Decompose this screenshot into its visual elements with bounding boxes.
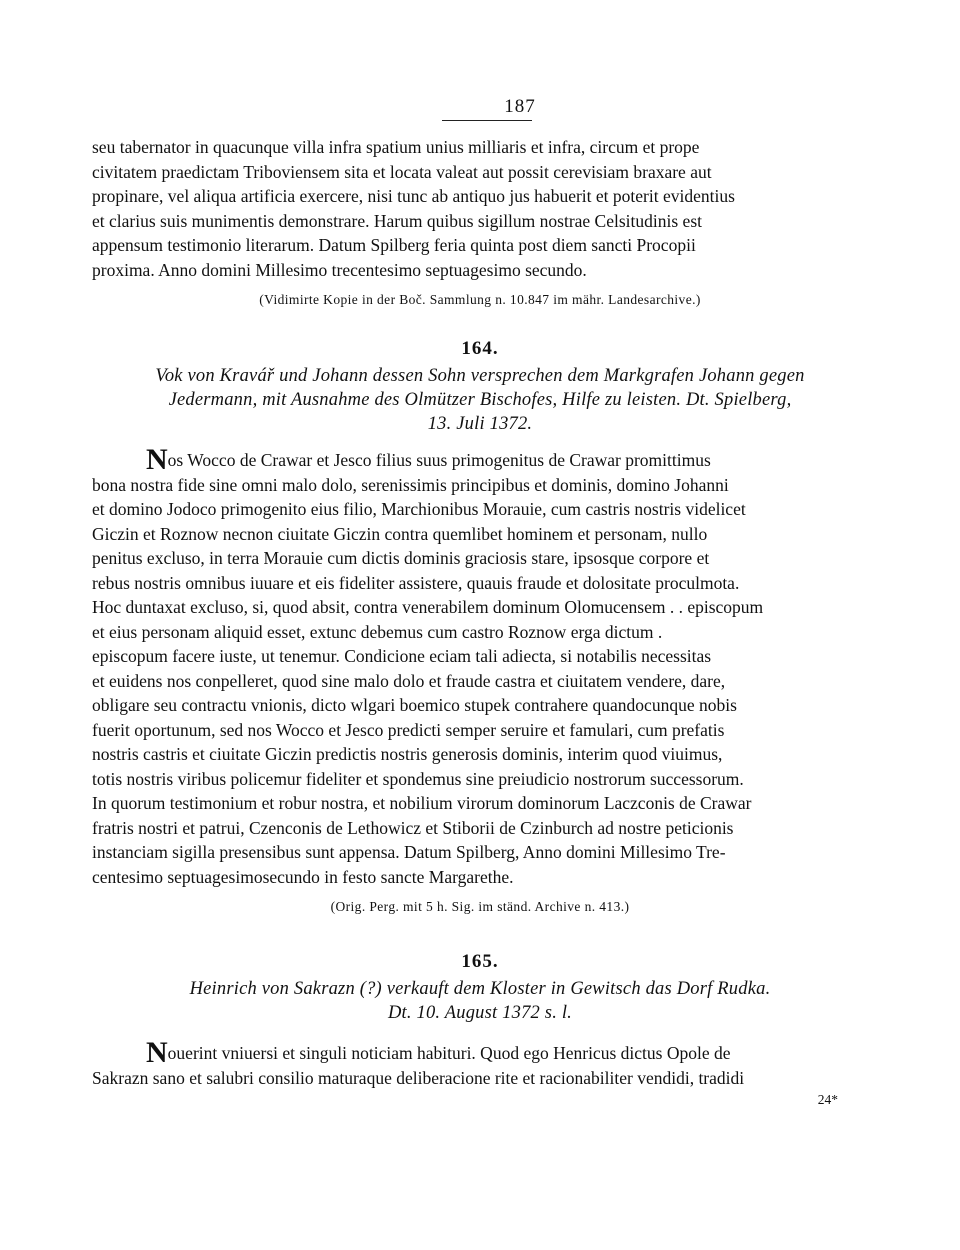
page-number: 187 — [504, 96, 536, 117]
text-line: nostris castris et ciuitate Giczin predictis nostris generosis dominis, interim quod viuimus, — [92, 744, 723, 764]
text-line: bona nostra fide sine omni malo dolo, serenissimis principibus et dominis, domino Johanni — [92, 474, 729, 495]
initial-letter: N — [146, 1036, 168, 1069]
text-line: Nos Wocco de Crawar et Jesco filius suus primogenitus de Crawar promittimus — [146, 443, 711, 476]
summary-line: Heinrich von Sakrazn (?) verkauft dem Kloster in Gewitsch das Dorf Rudka. — [189, 979, 771, 999]
text-line: appensum testimonio literarum. Datum Spilberg feria quinta post diem sancti Procopii — [92, 235, 696, 255]
text-line: totis nostris viribus policemur fideliter et spondemus sine preiudicio nostrorum successorum. — [92, 768, 744, 789]
signature-mark: 24* — [817, 1092, 838, 1107]
text-line: Giczin et Roznow necnon ciuitate Giczin contra quemlibet hominem et personam, nullo — [92, 523, 708, 544]
text-line: In quorum testimonium et robur nostra, et nobilium virorum dominorum Laczconis de Crawar — [92, 793, 752, 813]
document-body-164 — [92, 443, 868, 889]
text-line: Sakrazn sano et salubri consilio maturaque deliberacione rite et racionabiliter vendidi, tradidi — [92, 1067, 745, 1088]
text-line: rebus nostris omnibus iuuare et eis fideliter assistere, quauis fraude et dolositate proculmota. — [92, 572, 740, 593]
summary-line: 13. Juli 1372. — [427, 414, 533, 434]
text-line: Nouerint vniuersi et singuli noticiam habituri. Quod ego Henricus dictus Opole de — [146, 1036, 731, 1069]
document-number-164: 164. — [461, 338, 499, 359]
document-summary-165 — [92, 977, 868, 1025]
document-number-165: 165. — [461, 951, 499, 972]
text-line: civitatem praedictam Triboviensem sita et locata valeat aut possit cerevisiam braxare aut — [92, 161, 712, 182]
text-line: propinare, vel aliqua artificia exercere, nisi tunc ab antiquo jus habuerit et poterit evidentius — [92, 186, 735, 206]
page — [92, 96, 868, 1108]
summary-line: Jedermann, mit Ausnahme des Olmützer Bischofes, Hilfe zu leisten. Dt. Spielberg, — [168, 390, 792, 410]
text-line: et euidens nos conpelleret, quod sine malo dolo et fraude castra et ciuitatem vendere, dare, — [92, 670, 726, 691]
text-line: et eius personam aliquid esset, extunc debemus cum castro Roznow erga dictum . — [92, 621, 663, 642]
text-line: Hoc duntaxat excluso, si, quod absit, contra venerabilem dominum Olomucensem . . episcopum — [92, 597, 764, 617]
document-body-165 — [92, 1036, 868, 1090]
text-line: et clarius suis munimentis demonstrare. Harum quibus sigillum nostrae Celsitudinis est — [92, 210, 702, 231]
source-note: (Orig. Perg. mit 5 h. Sig. im ständ. Archive n. 413.) — [330, 899, 630, 914]
initial-letter: N — [146, 443, 168, 476]
document-summary-164 — [92, 364, 868, 436]
text-line: fratris nostri et patrui, Czenconis de Lethowicz et Stiborii de Czinburch ad nostre peticionis — [92, 817, 734, 838]
previous-document-text — [92, 135, 868, 282]
text-line: et domino Jodoco primogenito eius filio, Marchionibus Morauie, cum castris nostris videlicet — [92, 499, 746, 519]
text-line: seu tabernator in quacunque villa infra spatium unius milliaris et infra, circum et prope — [92, 137, 700, 157]
text-line: proxima. Anno domini Millesimo trecentesimo septuagesimo secundo. — [92, 259, 587, 280]
text-line: obligare seu contractu vnionis, dicto wlgari boemico stupek contrahere quandocunque nobis — [92, 695, 737, 715]
text-line: fuerit oportunum, sed nos Wocco et Jesco predicti semper seruire et famulari, cum prefatis — [92, 719, 725, 740]
summary-line: Dt. 10. August 1372 s. l. — [387, 1003, 573, 1023]
page-number-rule — [442, 120, 532, 121]
text-line: penitus excluso, in terra Morauie cum dictis dominis graciosis stare, ipsosque corpore et — [92, 548, 710, 568]
text-line: episcopum facere iuste, ut tenemur. Condicione eciam tali adiecta, si notabilis necessitas — [92, 646, 712, 666]
text-line: instanciam sigilla presensibus sunt appensa. Datum Spilberg, Anno domini Millesimo Tre- — [92, 842, 726, 862]
text-line: centesimo septuagesimosecundo in festo sancte Margarethe. — [92, 866, 514, 887]
source-note: (Vidimirte Kopie in der Boč. Sammlung n. 10.847 im mähr. Landesarchive.) — [259, 292, 701, 307]
summary-line: Vok von Kravář und Johann dessen Sohn versprechen dem Markgrafen Johann gegen — [155, 366, 805, 386]
